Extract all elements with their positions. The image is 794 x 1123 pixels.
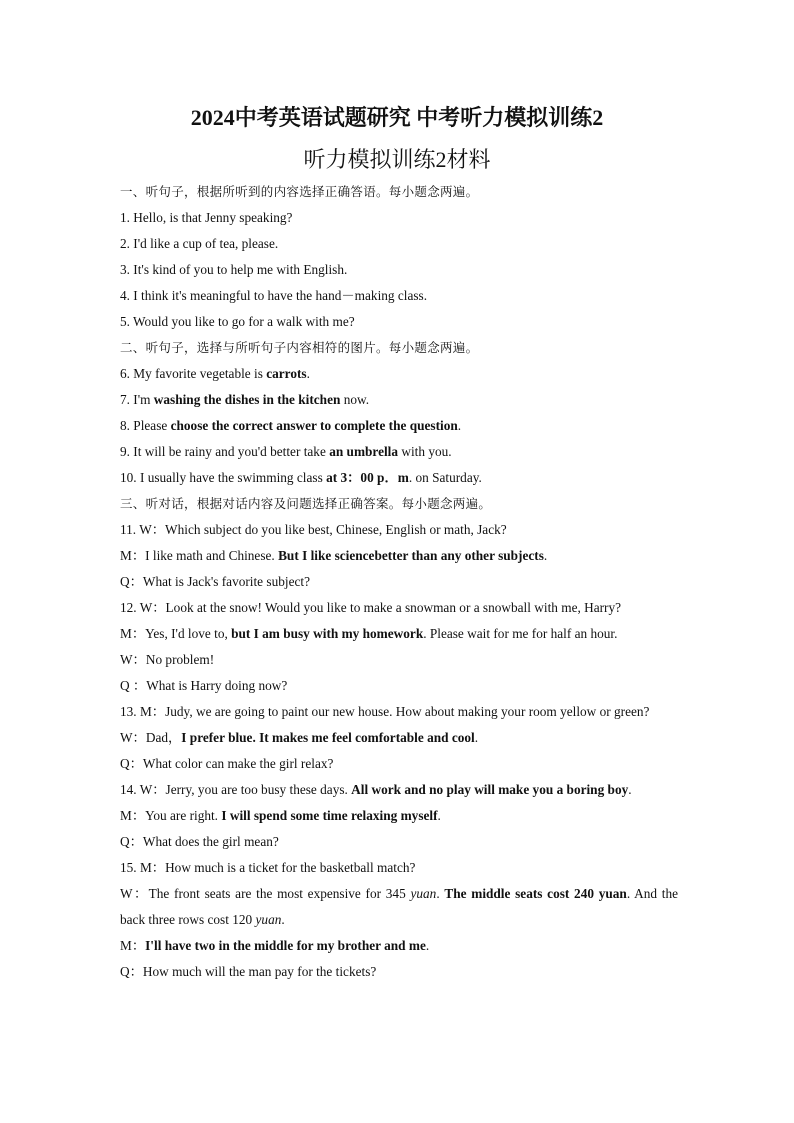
dialogue-12-woman-reply: W：No problem!	[120, 652, 215, 667]
dialogue-12-question: Q ：What is Harry doing now?	[120, 678, 288, 693]
question-2: 2. I'd like a cup of tea, please.	[120, 236, 279, 251]
dialogue-15-question: Q：How much will the man pay for the tickets?	[120, 964, 377, 979]
dialogue-11-woman: 11. W：Which subject do you like best, Chinese, English or math, Jack?	[120, 522, 507, 537]
dialogue-15-man-reply: M：I'll have two in the middle for my brother and me.	[120, 938, 430, 953]
page-title: 2024中考英语试题研究 中考听力模拟训练2	[190, 105, 604, 130]
dialogue-15-man: 15. M：How much is a ticket for the basketball match?	[120, 860, 416, 875]
question-7: 7. I'm washing the dishes in the kitchen now.	[120, 392, 370, 407]
question-9: 9. It will be rainy and you'd better take an umbrella with you.	[120, 444, 452, 459]
question-1: 1. Hello, is that Jenny speaking?	[120, 210, 293, 225]
dialogue-14-man: M：You are right. I will spend some time relaxing myself.	[120, 808, 441, 823]
page-subtitle: 听力模拟训练2材料	[303, 147, 491, 172]
question-6: 6. My favorite vegetable is carrots.	[120, 366, 310, 381]
question-10: 10. I usually have the swimming class at 3：00 p．m. on Saturday.	[120, 470, 482, 485]
question-8: 8. Please choose the correct answer to complete the question.	[120, 418, 462, 433]
question-4: 4. I think it's meaningful to have the hand－making class.	[120, 288, 428, 303]
dialogue-13-man: 13. M：Judy, we are going to paint our new house. How about making your room yellow or green?	[120, 704, 650, 719]
dialogue-11-man: M：I like math and Chinese. But I like sciencebetter than any other subjects.	[120, 548, 548, 563]
section2-heading: 二、听句子，选择与所听句子内容相符的图片。每小题念两遍。	[120, 341, 479, 355]
dialogue-11-question: Q：What is Jack's favorite subject?	[120, 574, 310, 589]
dialogue-12-man: M：Yes, I'd love to, but I am busy with my homework. Please wait for me for half an hour.	[120, 626, 618, 641]
question-3: 3. It's kind of you to help me with English.	[120, 262, 348, 277]
dialogue-13-woman: W：Dad，I prefer blue. It makes me feel comfortable and cool.	[120, 730, 479, 745]
question-5: 5. Would you like to go for a walk with me?	[120, 314, 355, 329]
dialogue-14-woman: 14. W：Jerry, you are too busy these days. All work and no play will make you a boring boy.	[120, 782, 632, 797]
dialogue-12-woman: 12. W：Look at the snow! Would you like to make a snowman or a snowball with me, Harry?	[120, 600, 622, 615]
dialogue-13-question: Q：What color can make the girl relax?	[120, 756, 334, 771]
dialogue-14-question: Q：What does the girl mean?	[120, 834, 279, 849]
section3-heading: 三、听对话，根据对话内容及问题选择正确答案。每小题念两遍。	[120, 497, 492, 511]
document-body	[120, 179, 678, 985]
section1-heading: 一、听句子，根据所听到的内容选择正确答语。每小题念两遍。	[120, 185, 479, 199]
dialogue-15-woman: W：The front seats are the most expensive for 345 yuan. The middle seats cost 240 yuan. And the back three rows cost 120 yuan.	[120, 886, 678, 927]
